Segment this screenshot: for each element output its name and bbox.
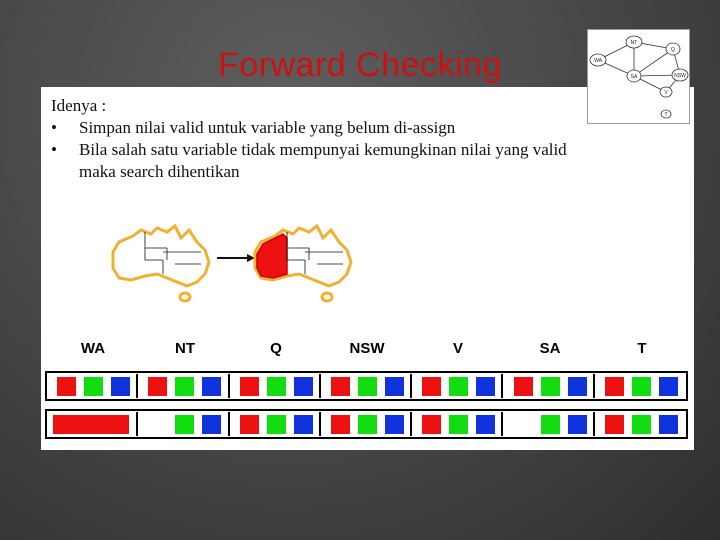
domain-cell-t <box>595 374 686 398</box>
domain-value-blue <box>476 377 495 396</box>
slide-title: Forward Checking <box>218 46 502 84</box>
domain-value-blue <box>385 377 404 396</box>
domain-value-green <box>358 415 377 434</box>
domain-value-green <box>449 377 468 396</box>
bullet-2 <box>51 139 671 161</box>
domain-cell-v <box>412 374 503 398</box>
domain-value-red <box>240 377 259 396</box>
graph-label-wa: WA <box>594 58 602 64</box>
graph-label-t: T <box>664 112 668 118</box>
domain-value-green <box>449 415 468 434</box>
graph-label-nt: NT <box>630 40 638 46</box>
map-before <box>113 226 209 301</box>
variable-headers <box>50 340 690 360</box>
slide-body <box>51 95 671 183</box>
domain-value-blue <box>568 377 587 396</box>
australia-maps <box>105 224 365 306</box>
intro-text: Idenya : <box>51 96 107 115</box>
graph-label-q: Q <box>671 47 675 53</box>
var-header-nsw: NSW <box>349 340 385 357</box>
assign-arrow <box>217 254 255 262</box>
domain-cell-nt <box>138 374 229 398</box>
domain-row-after-wa <box>45 409 688 439</box>
graph-label-v: V <box>664 90 668 96</box>
domain-cell-wa <box>47 412 138 436</box>
domain-value-blue <box>568 415 587 434</box>
domain-value-green <box>358 377 377 396</box>
tasmania-after <box>322 293 332 301</box>
domain-value-green <box>267 415 286 434</box>
domain-value-red <box>422 415 441 434</box>
domain-value-red <box>605 415 624 434</box>
assigned-value-red <box>53 415 129 434</box>
domain-value-blue <box>659 377 678 396</box>
domain-cell-sa <box>504 374 595 398</box>
domain-value-green <box>632 377 651 396</box>
domain-cell-nsw <box>321 412 412 436</box>
domain-cell-wa <box>47 374 138 398</box>
domain-cell-q <box>230 374 321 398</box>
domain-value-green <box>267 377 286 396</box>
domain-cell-nsw <box>321 374 412 398</box>
domain-value-red <box>240 415 259 434</box>
graph-label-nsw: NSW <box>674 73 686 79</box>
var-header-wa: WA <box>80 340 106 357</box>
domain-value-blue <box>385 415 404 434</box>
bullet-symbol: • <box>51 140 57 159</box>
map-after <box>255 226 351 301</box>
graph-label-sa: SA <box>630 74 638 80</box>
var-header-t: T <box>637 340 647 357</box>
domain-cell-v <box>412 412 503 436</box>
domain-value-blue <box>202 415 221 434</box>
domain-value-green <box>175 377 194 396</box>
bullet-1-text: Simpan nilai valid untuk variable yang belum di-assign <box>79 118 456 137</box>
domain-value-red <box>331 377 350 396</box>
domain-cell-q <box>230 412 321 436</box>
domain-value-blue <box>294 415 313 434</box>
var-header-sa: SA <box>539 340 561 357</box>
bullet-2-text: Bila salah satu variable tidak mempunyai kemungkinan nilai yang valid <box>79 140 567 159</box>
tasmania-before <box>180 293 190 301</box>
domain-value-green <box>541 377 560 396</box>
domain-value-red <box>422 377 441 396</box>
domain-cell-t <box>595 412 686 436</box>
bullet-2-continuation: maka search dihentikan <box>79 162 240 181</box>
bullet-1 <box>51 117 671 139</box>
domain-value-red <box>148 377 167 396</box>
domain-cell-sa <box>504 412 595 436</box>
var-header-nt: NT <box>175 340 195 357</box>
domain-value-red <box>514 377 533 396</box>
domain-value-blue <box>659 415 678 434</box>
domain-value-red <box>331 415 350 434</box>
domain-value-blue <box>111 377 130 396</box>
domain-cell-nt <box>138 412 229 436</box>
domain-value-blue <box>476 415 495 434</box>
domain-value-blue <box>294 377 313 396</box>
domain-value-green <box>632 415 651 434</box>
domain-value-green <box>175 415 194 434</box>
var-header-q: Q <box>270 340 282 357</box>
bullet-symbol: • <box>51 118 57 137</box>
domain-value-green <box>84 377 103 396</box>
var-header-v: V <box>452 340 464 357</box>
domain-row-initial <box>45 371 688 401</box>
domain-value-blue <box>202 377 221 396</box>
domain-value-red <box>605 377 624 396</box>
domain-value-green <box>541 415 560 434</box>
domain-value-red <box>57 377 76 396</box>
